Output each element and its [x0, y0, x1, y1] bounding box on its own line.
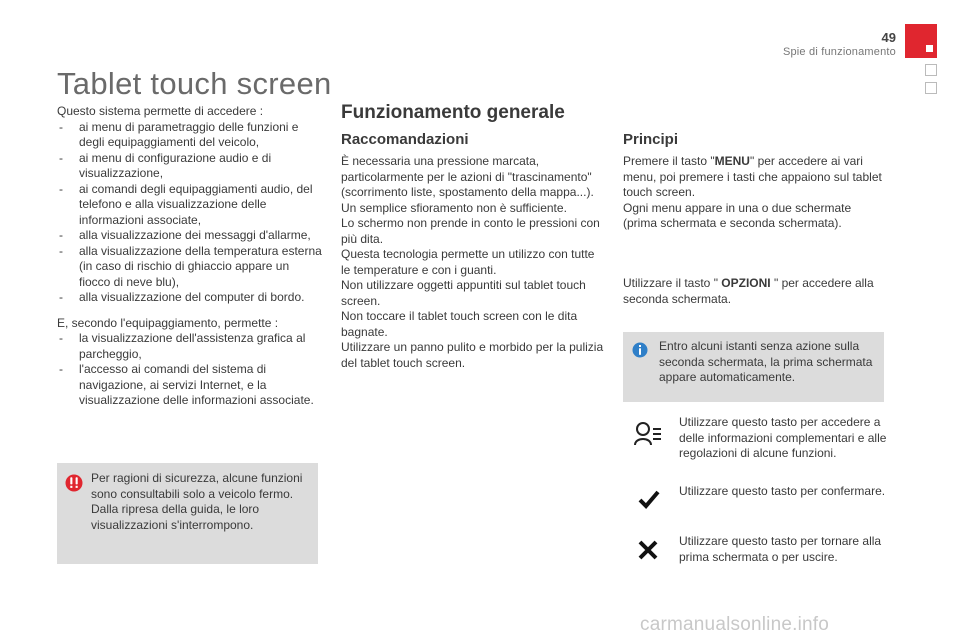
- paragraph: È necessaria una pressione marcata, particolarmente per le azioni di "trascinamento" (scorrimento liste, spostamento della mappa...).: [341, 154, 594, 199]
- section-heading: Funzionamento generale: [341, 102, 565, 123]
- principles-text: [623, 154, 888, 232]
- tab-marker: [925, 64, 937, 76]
- paragraph: Non toccare il tablet touch screen con le dita bagnate.: [341, 309, 578, 339]
- intro-lead-2: E, secondo l'equipaggiamento, permette :: [57, 315, 279, 330]
- paragraph: Un semplice sfioramento non è sufficiente.: [341, 200, 567, 215]
- list-item: - ai menu di parametraggio delle funzioni e degli equipaggiamenti del veicolo,: [57, 120, 322, 151]
- intro-list: [57, 120, 322, 306]
- watermark: carmanualsonline.info: [640, 614, 830, 635]
- menu-key-label: MENU: [714, 154, 750, 168]
- paragraph: Ogni menu appare in una o due schermate (prima schermata e seconda schermata).: [623, 200, 852, 230]
- exit-description: Utilizzare questo tasto per tornare alla prima schermata o per uscire.: [679, 534, 882, 564]
- intro-text: [57, 104, 322, 409]
- paragraph: Lo schermo non prende in conto le pressioni con più dita.: [341, 216, 600, 246]
- recommendations-heading: Raccomandazioni: [341, 131, 469, 148]
- options-key-label: OPZIONI: [721, 276, 771, 290]
- list-item: - ai comandi degli equipaggiamenti audio, del telefono e alla visualizzazione delle informazioni associate,: [57, 182, 322, 229]
- tab-marker: [925, 82, 937, 94]
- warning-icon: [65, 474, 83, 497]
- intro-lead: Questo sistema permette di accedere :: [57, 104, 264, 118]
- list-item: - alla visualizzazione del computer di bordo.: [57, 290, 322, 306]
- confirm-description: Utilizzare questo tasto per confermare.: [679, 484, 886, 498]
- paragraph: Non utilizzare oggetti appuntiti sul tablet touch screen.: [341, 278, 586, 308]
- options-icon: [633, 421, 663, 452]
- recommendations-text: [341, 154, 606, 371]
- paragraph: Utilizzare il tasto " OPZIONI " per accedere alla seconda schermata.: [623, 276, 874, 306]
- page-number: 49: [881, 30, 896, 45]
- info-icon: [632, 342, 648, 363]
- paragraph: Premere il tasto "MENU" per accedere ai vari menu, poi premere i tasti che appaiono sul tablet touch screen.: [623, 154, 882, 199]
- list-item: - ai menu di configurazione audio e di visualizzazione,: [57, 151, 322, 182]
- cross-icon: [637, 539, 659, 566]
- section-label: Spie di funzionamento: [782, 46, 896, 58]
- options-description: Utilizzare questo tasto per accedere a delle informazioni complementari e alle regolazioni di alcune funzioni.: [679, 415, 887, 460]
- intro-list-2: [57, 331, 322, 409]
- list-item: - l'accesso ai comandi del sistema di navigazione, ai servizi Internet, e la visualizzazione delle informazioni associate.: [57, 362, 322, 409]
- section-tab: [905, 24, 937, 58]
- list-item: - alla visualizzazione dei messaggi d'allarme,: [57, 228, 322, 244]
- paragraph: Questa tecnologia permette un utilizzo con tutte le temperature e con i guanti.: [341, 247, 595, 277]
- principles-heading: Principi: [623, 131, 679, 148]
- warning-text: Per ragioni di sicurezza, alcune funzioni sono consultabili solo a veicolo fermo. Dalla ripresa della guida, le loro visualizzazioni s'interrompono.: [91, 471, 303, 532]
- list-item: - alla visualizzazione della temperatura esterna (in caso di rischio di ghiaccio appare un fiocco di neve blu),: [57, 244, 322, 291]
- list-item: - la visualizzazione dell'assistenza grafica al parcheggio,: [57, 331, 322, 362]
- info-text: Entro alcuni istanti senza azione sulla seconda schermata, la prima schermata appare automaticamente.: [659, 339, 873, 384]
- paragraph: Utilizzare un panno pulito e morbido per la pulizia del tablet touch screen.: [341, 340, 604, 370]
- principles-text-2: [623, 276, 888, 307]
- page-title: Tablet touch screen: [57, 66, 332, 101]
- checkmark-icon: [638, 489, 660, 514]
